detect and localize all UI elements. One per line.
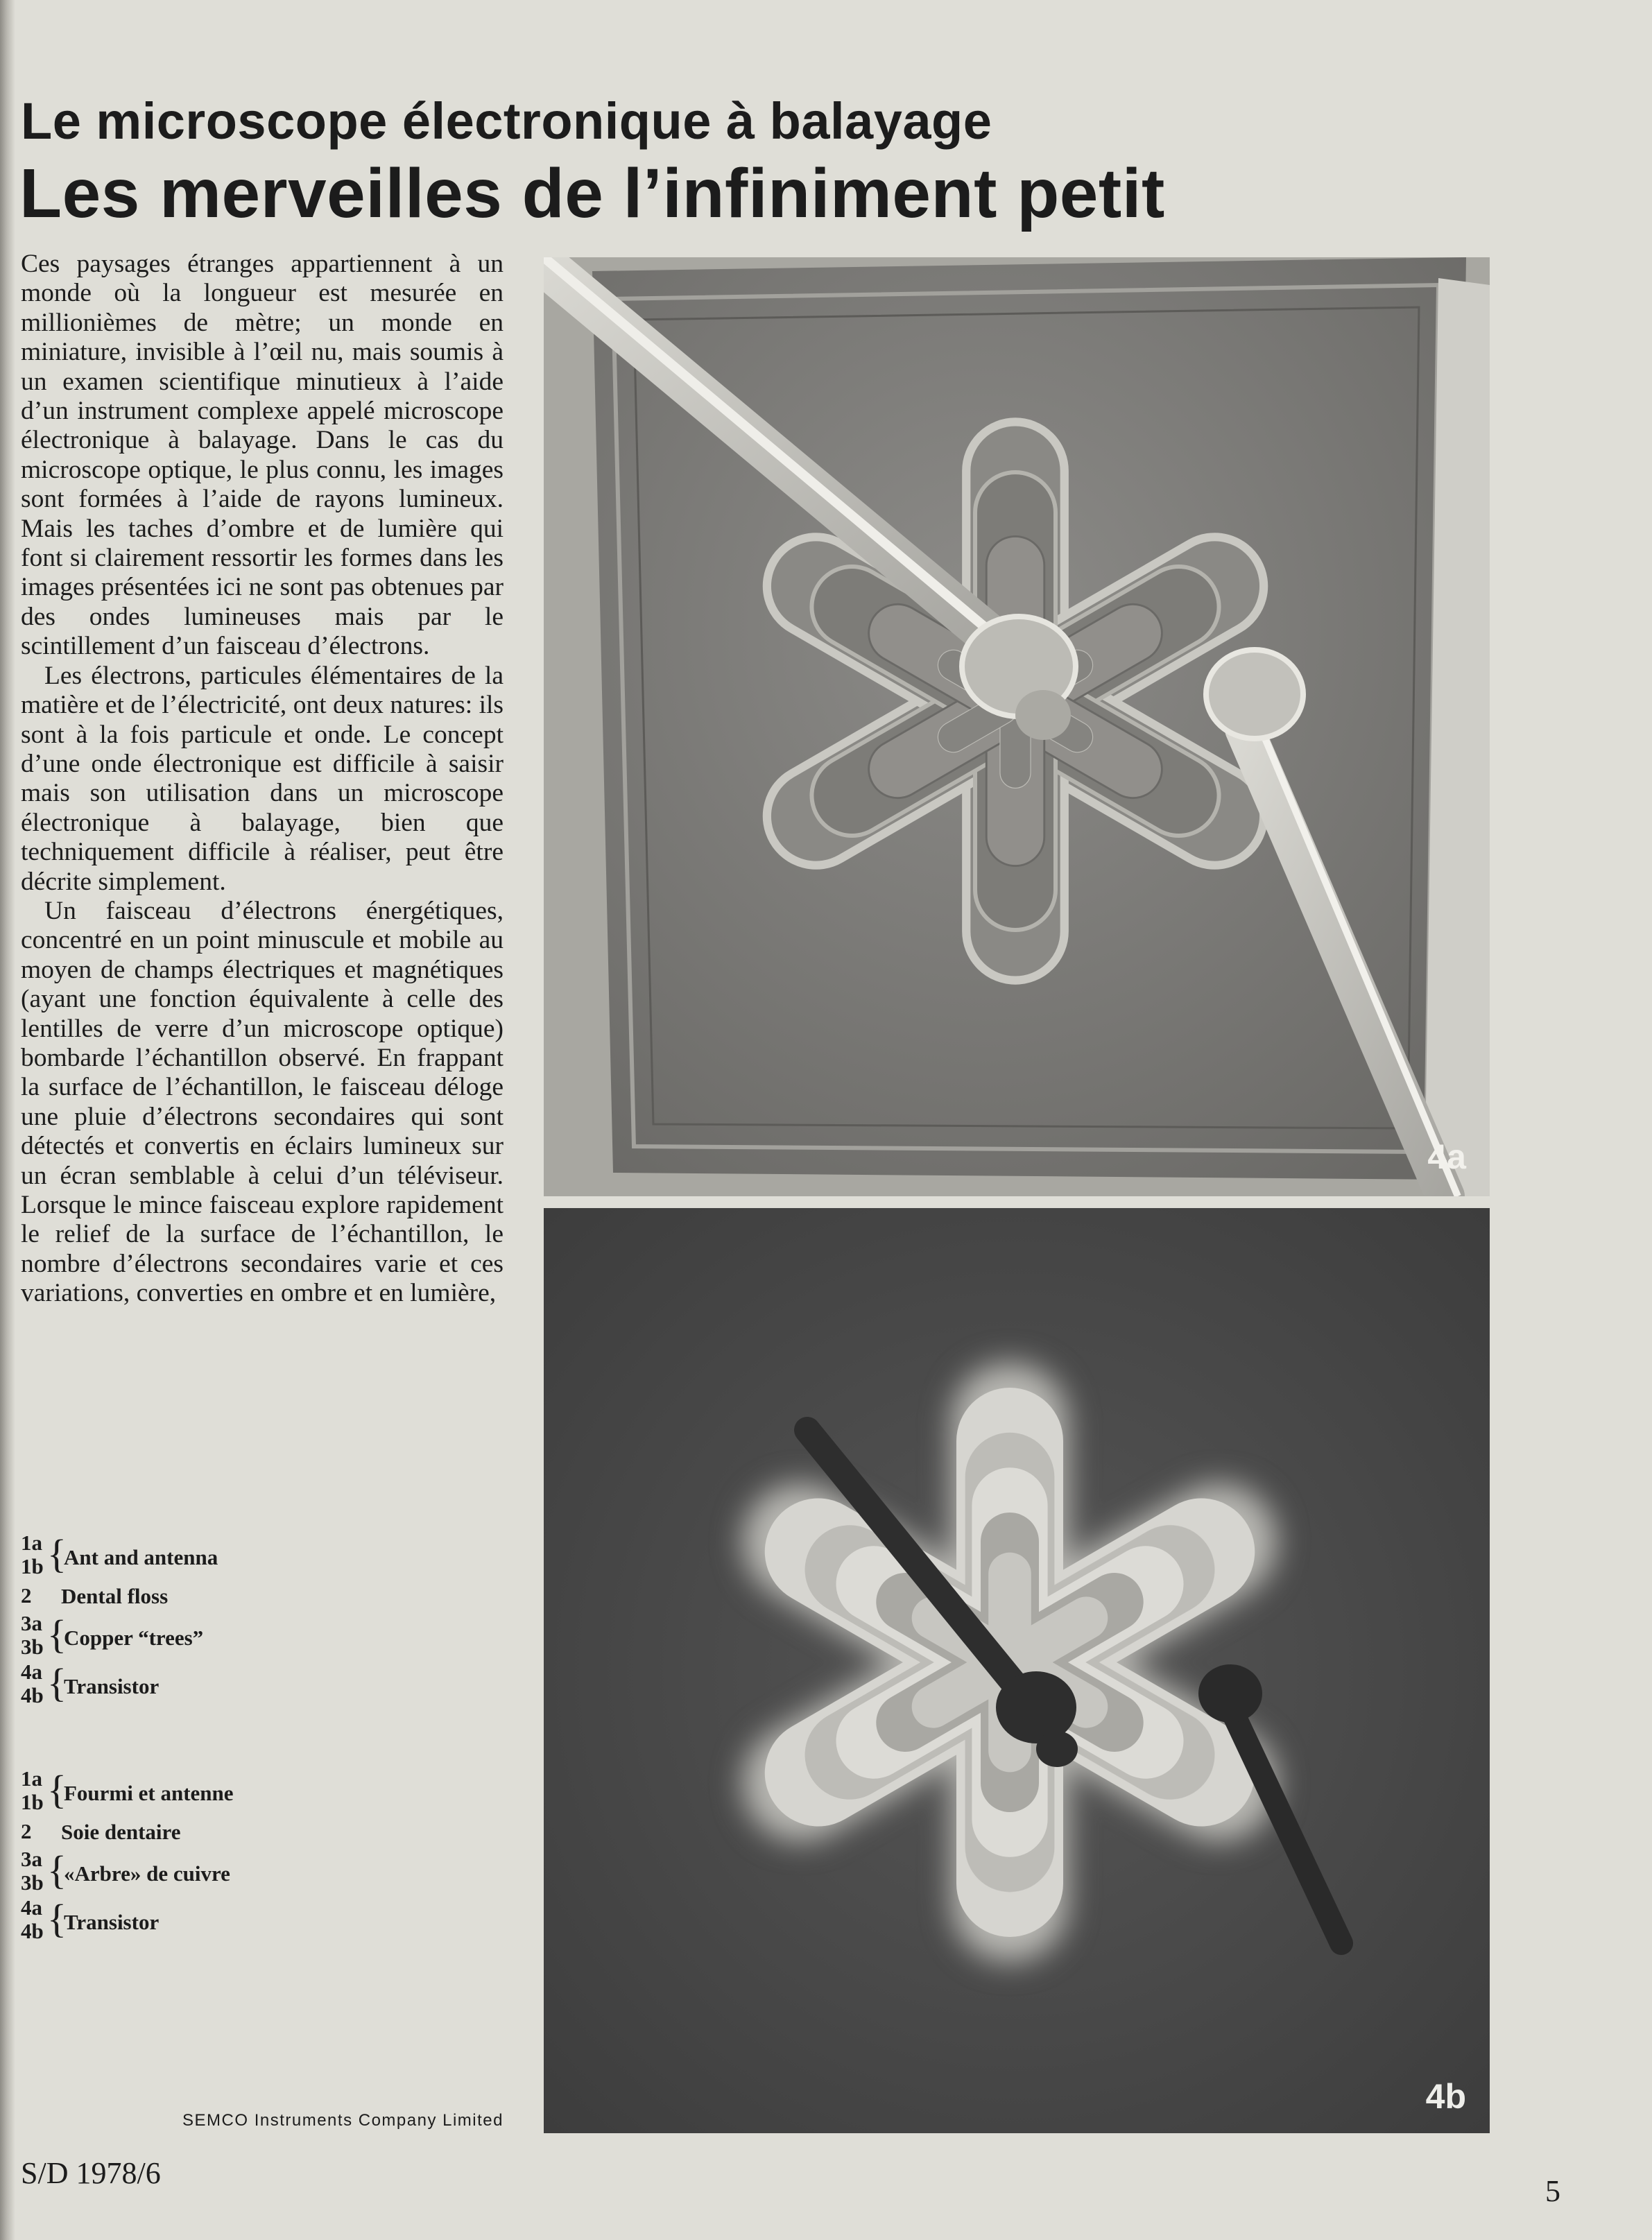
caption-text: «Arbre» de cuivre	[64, 1861, 230, 1886]
emission-transistor-image	[544, 1208, 1490, 2133]
caption-number: 4b	[21, 1919, 44, 1943]
caption-number: 1b	[21, 1554, 44, 1578]
page-number: 5	[1545, 2174, 1560, 2208]
caption-number: 3a	[21, 1847, 42, 1871]
caption-number: 4a	[21, 1895, 42, 1920]
paragraph-1: Ces paysages étranges appartiennent à un monde où la longueur est mesurée en millionièmes de mètre; un monde en miniature, invisible à l’œil nu, mais soumis à un examen scientifique minutieux à l’aide d’un instrument complexe appelé microscope électronique à balayage. Dans le cas du microscope optique, le plus connu, les images sont formées à l’aide de rayons lumineux. Mais les taches d’ombre et de lumière qui font si clairement ressortir les formes dans les images présentées ici ne sont pas obtenues par des ondes lumineuses mais par le scintillement d’un faisceau d’électrons.	[21, 250, 504, 661]
sem-transistor-image	[544, 257, 1490, 1196]
figure-label: 4a	[1427, 1137, 1466, 1176]
brace-glyph: {	[47, 1612, 67, 1657]
caption-text: Ant and antenna	[64, 1545, 218, 1569]
caption-number: 1a	[21, 1531, 42, 1555]
caption-text: Transistor	[64, 1674, 160, 1698]
captions-english	[21, 1531, 409, 1709]
paragraph-2: Les électrons, particules élémentaires de la matière et de l’électricité, ont deux natures: ils sont à la fois particule et onde. Le concept d’une onde électronique est difficile à saisir mais son utilisation dans un microscope électronique à balayage, bien que techniquement difficile à réaliser, peut être décrite simplement.	[21, 661, 504, 896]
caption-entry	[21, 1767, 409, 1816]
caption-text: Transistor	[64, 1910, 160, 1934]
article-body	[21, 250, 504, 1309]
captions-french	[21, 1767, 409, 1945]
caption-number: 3b	[21, 1635, 44, 1659]
paragraph-3: Un faisceau d’électrons énergétiques, concentré en un point minuscule et mobile au moyen de champs électriques et magnétiques (ayant une fonction équivalente à celle des lentilles de verre d’un microscope optique) bombarde l’échantillon observé. En frappant la surface de l’échantillon, le faisceau déloge une pluie d’électrons secondaires qui sont détectés et convertis en éclairs lumineux sur un écran semblable à celui d’un téléviseur. Lorsque le mince faisceau explore rapidement le relief de la surface de l’échantillon, le nombre d’électrons secondaires varie et ces variations, converties en ombre et en lumière,	[21, 896, 504, 1308]
brace-glyph: {	[47, 1896, 67, 1941]
figure-label: 4b	[1425, 2077, 1466, 2116]
caption-number: 3b	[21, 1870, 44, 1895]
caption-entry	[21, 1816, 409, 1847]
photo-credit: SEMCO Instruments Company Limited	[182, 2111, 504, 2130]
figure-4a-photo	[544, 257, 1490, 1196]
article-kicker: Le microscope électronique à balayage	[21, 92, 992, 150]
figure-4b-photo	[544, 1208, 1490, 2133]
caption-entry	[21, 1612, 409, 1660]
caption-number: 3a	[21, 1611, 42, 1635]
caption-number: 1a	[21, 1766, 42, 1791]
caption-entry	[21, 1660, 409, 1709]
caption-text: Copper “trees”	[64, 1626, 204, 1650]
caption-text: Soie dentaire	[61, 1820, 181, 1844]
caption-number: 1b	[21, 1790, 44, 1814]
binding-shadow	[0, 0, 15, 2240]
caption-number: 4a	[21, 1660, 42, 1684]
caption-entry	[21, 1847, 409, 1896]
brace-glyph: {	[47, 1660, 67, 1705]
caption-number: 4b	[21, 1683, 44, 1707]
article-title: Les merveilles de l’infiniment petit	[19, 155, 1165, 232]
caption-entry	[21, 1580, 409, 1612]
brace-glyph: {	[47, 1847, 67, 1893]
caption-text: Fourmi et antenne	[64, 1781, 234, 1805]
issue-reference: S/D 1978/6	[21, 2156, 161, 2190]
brace-glyph: {	[47, 1531, 67, 1576]
brace-glyph: {	[47, 1767, 67, 1812]
caption-entry	[21, 1531, 409, 1580]
caption-number: 2	[21, 1819, 32, 1843]
caption-number: 2	[21, 1583, 32, 1608]
caption-entry	[21, 1896, 409, 1945]
caption-text: Dental floss	[61, 1584, 169, 1608]
